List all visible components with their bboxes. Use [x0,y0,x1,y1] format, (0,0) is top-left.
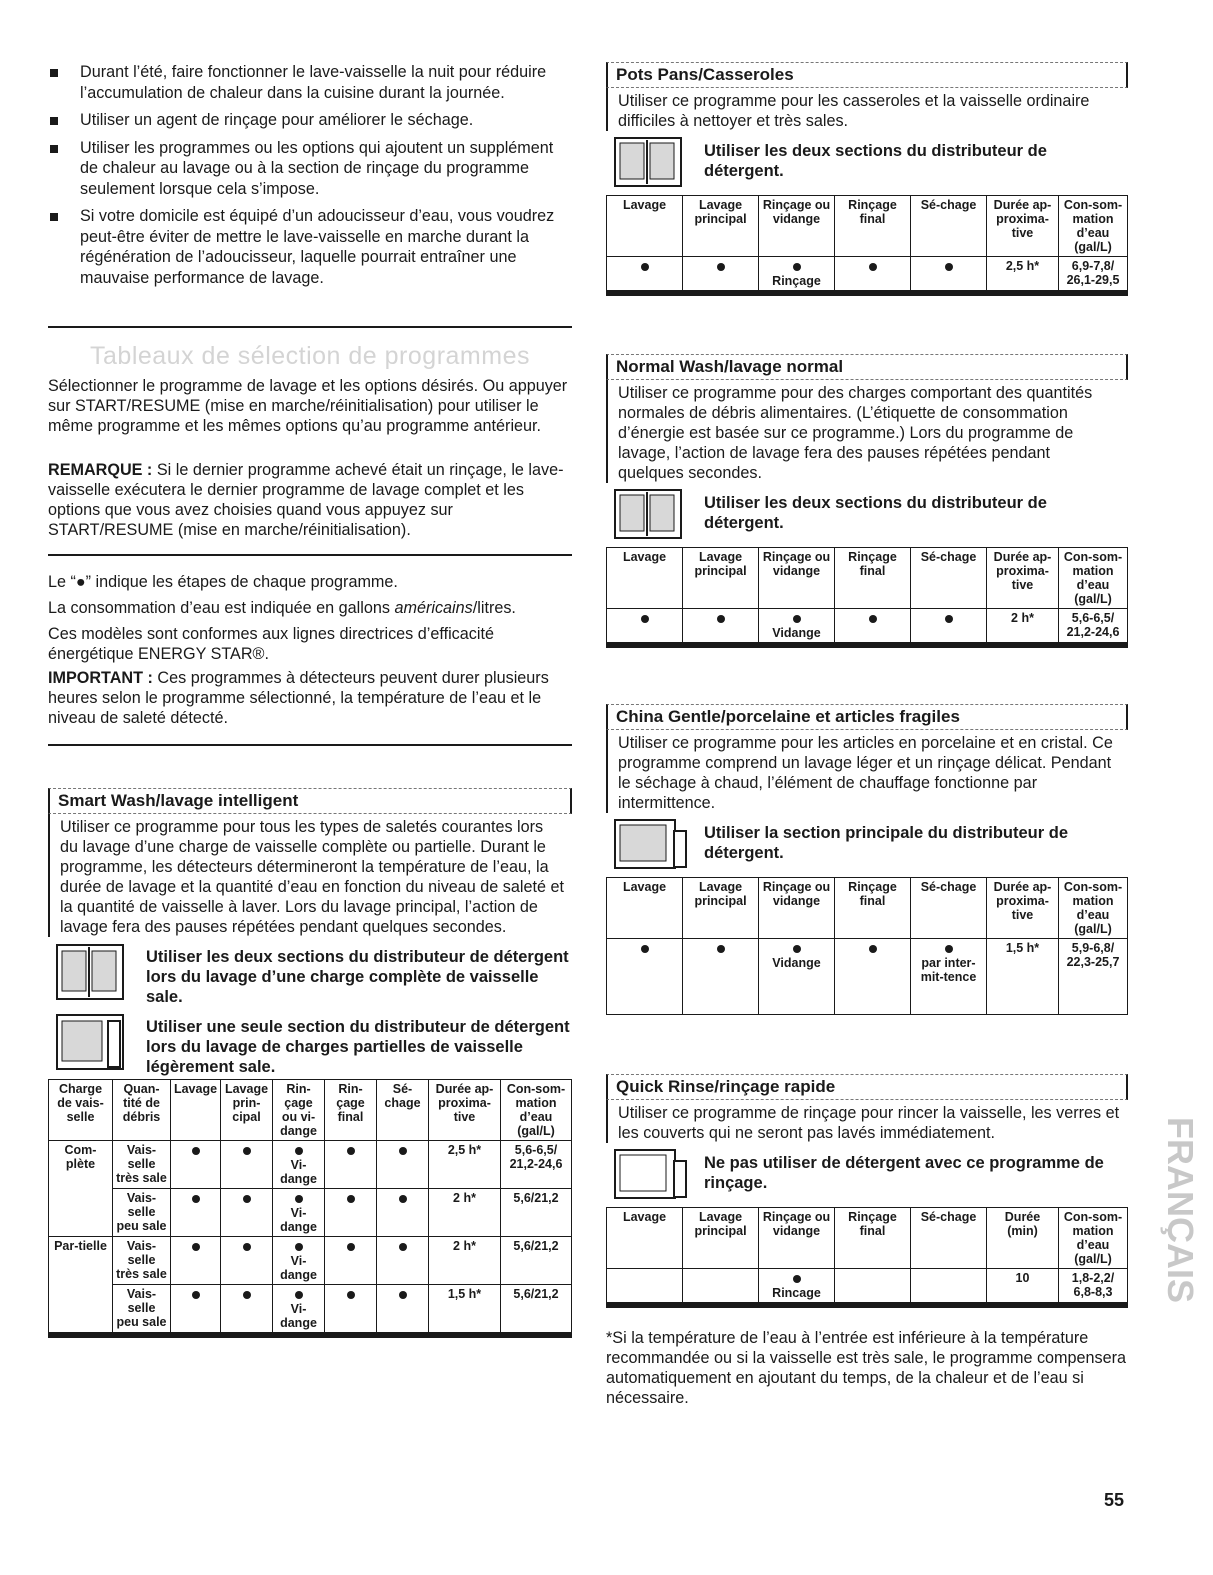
tips-list [48,62,572,295]
drain-label: Vidange [772,956,821,970]
water-note [48,598,572,618]
col-header: Lavage principal [683,878,759,939]
col-header: Lavage [607,878,683,939]
col-header: Con-som-mation d’eau (gal/L) [1059,548,1128,609]
divider [48,744,572,746]
dispenser-row [606,1143,1128,1207]
important-label: IMPORTANT : [48,669,153,687]
step-dot [399,1147,407,1155]
step-dot [945,263,953,271]
pots-pans-title: Pots Pans/Casseroles [616,65,794,84]
table-row [49,1141,572,1189]
time-cell: 2 h* [429,1189,501,1237]
dispenser-both-icon [614,137,682,192]
china-gentle-title: China Gentle/porcelaine et articles fragiles [616,707,960,726]
step-dot [869,945,877,953]
step-dot [793,263,801,271]
step-dot [347,1291,355,1299]
dispenser-row [606,483,1128,547]
col-header: Con-som-mation d’eau (gal/L) [1059,196,1128,257]
china-gentle-table [606,877,1128,1015]
dispenser-instruction: Utiliser la section principale du distributeur de détergent. [704,824,1068,862]
step-dot [717,263,725,271]
dispenser-main-icon [614,819,688,874]
step-dot [347,1195,355,1203]
step-dot [641,615,649,623]
page-number: 55 [1104,1490,1125,1510]
time-cell: 1,5 h* [987,939,1059,1015]
step-dot [243,1291,251,1299]
dispenser-row [606,813,1128,877]
list-item: Utiliser un agent de rinçage pour améliorer le séchage. [48,110,572,131]
water-note-end: /litres. [472,599,516,617]
debris-cell: Vais-selle très sale [113,1237,171,1285]
normal-wash-header [606,354,1128,380]
dispenser-instruction-full: Utiliser les deux sections du distributeur de détergent lors du lavage d’une charge complète de vaisselle sale. [146,948,569,1006]
china-gentle-box [606,704,1128,1015]
quick-rinse-box [606,1074,1128,1308]
time-cell: 2,5 h* [987,257,1059,294]
col-header: Con-som-mation d’eau (gal/L) [1059,878,1128,939]
col-header: Rin-çage final [325,1080,377,1141]
remark-paragraph [48,460,572,540]
debris-cell: Vais-selle très sale [113,1141,171,1189]
normal-wash-title: Normal Wash/lavage normal [616,357,844,376]
col-header: Rinçage ou vidange [759,196,835,257]
debris-cell: Vais-selle peu sale [113,1189,171,1237]
water-cell: 5,6-6,5/ 21,2-24,6 [501,1141,572,1189]
important-text: Ces programmes à détecteurs peuvent durer plusieurs heures selon le programme sélectionné, la température de l’eau et le niveau de saleté détecté. [48,669,549,727]
step-dot [641,945,649,953]
divider [48,326,572,328]
drain-label: Vi-dange [280,1302,317,1330]
col-header: Lavage [607,548,683,609]
important-paragraph [48,668,572,728]
pots-pans-table [606,195,1128,296]
col-header: Sé-chage [911,1208,987,1269]
smart-wash-box [48,788,572,1338]
water-cell: 5,6/21,2 [501,1285,572,1336]
step-dot [192,1195,200,1203]
drain-label: Vidange [772,626,821,640]
smart-wash-header [48,788,572,814]
col-header: Durée ap-proxima-tive [987,196,1059,257]
drain-label: Rinçage [772,274,821,288]
col-header: Rinçage final [835,1208,911,1269]
col-header: Con-som-mation d’eau (gal/L) [501,1080,572,1141]
smart-wash-title: Smart Wash/lavage intelligent [58,791,299,810]
remark-text: Si le dernier programme achevé était un rinçage, le lave-vaisselle exécutera le dernier programme de lavage complet et les options que vous avez choisies quand vous appuyez sur START/RESUME (mise en marche/réinitialisation). [48,461,564,539]
step-dot [347,1147,355,1155]
col-header: Con-som-mation d’eau (gal/L) [1059,1208,1128,1269]
step-dot [243,1147,251,1155]
dry-label: par inter-mit-tence [920,956,977,984]
table-row [49,1285,572,1336]
normal-wash-table [606,547,1128,648]
dispenser-row [48,937,572,1007]
step-dot [399,1195,407,1203]
pots-pans-description: Utiliser ce programme pour les casseroles et la vaisselle ordinaire difficiles à nettoyer et très sales. [606,88,1128,131]
col-header: Lavage principal [683,1208,759,1269]
dispenser-instruction-partial: Utiliser une seule section du distributeur de détergent lors du lavage de charges partielles de vaisselle légèrement sale. [146,1018,570,1076]
water-note-italic: américains [394,599,473,617]
col-header: Lavage [607,1208,683,1269]
water-cell: 6,9-7,8/ 26,1-29,5 [1059,257,1128,294]
col-header: Rinçage ou vidange [759,1208,835,1269]
col-header: Rinçage ou vidange [759,878,835,939]
dot-legend: Le “●” indique les étapes de chaque programme. [48,573,398,591]
side-tab-label: FRANÇAIS [1160,1117,1201,1303]
water-cell: 5,6/21,2 [501,1237,572,1285]
dispenser-row [48,1007,572,1079]
language-side-tab [1148,1080,1201,1340]
step-dot [717,945,725,953]
divider [48,554,572,556]
load-group: Par-tielle [49,1237,113,1336]
china-gentle-description: Utiliser ce programme pour les articles en porcelaine et en cristal. Ce programme comprend un lavage léger et un rinçage délicat. Pendant le séchage à chaud, l’élément de chauffage fonctionne par intermittence. [606,730,1128,813]
step-dot [192,1243,200,1251]
col-header: Durée ap-proxima-tive [987,548,1059,609]
step-dot [192,1147,200,1155]
smart-wash-table [48,1079,572,1338]
table-row [607,1269,1128,1306]
time-cell: 10 [987,1269,1059,1306]
pots-pans-header [606,62,1128,88]
col-header: Sé-chage [911,878,987,939]
dispenser-empty-icon [614,1149,688,1204]
step-dot [869,263,877,271]
col-header: Sé-chage [911,548,987,609]
time-cell: 2 h* [429,1237,501,1285]
quick-rinse-title: Quick Rinse/rinçage rapide [616,1077,836,1096]
debris-cell: Vais-selle peu sale [113,1285,171,1336]
col-header: Durée (min) [987,1208,1059,1269]
list-item: Utiliser les programmes ou les options qui ajoutent un supplément de chaleur au lavage ou à la section de rinçage du programme seulement lorsque cela s’impose. [48,138,572,200]
drain-label: Vi-dange [280,1254,317,1282]
table-row [49,1189,572,1237]
col-header: Lavage [607,196,683,257]
col-header: Durée ap-proxima-tive [987,878,1059,939]
step-dot [295,1195,303,1203]
water-note-text: La consommation d’eau est indiquée en gallons [48,599,395,617]
col-header: Rinçage final [835,878,911,939]
footnote: *Si la température de l’eau à l’entrée est inférieure à la température recommandée ou si la vaisselle est très sale, le programme compensera automatiquement en ajoutant du temps, de la chaleur et de l’eau si nécessaire. [606,1329,1127,1407]
col-header: Rinçage final [835,196,911,257]
normal-wash-description: Utiliser ce programme pour des charges comportant des quantités normales de débris alimentaires. (L’étiquette de consommation d’énergie est basée sur ce programme.) Lors du programme de lavage, l’action de lavage fera des pauses répétées pendant quelques secondes. [606,380,1128,483]
dispenser-both-icon [614,489,682,544]
load-group: Com-plète [49,1141,113,1237]
col-header: Rinçage final [835,548,911,609]
intro-paragraph: Sélectionner le programme de lavage et les options désirés. Ou appuyer sur START/RESUME (mise en marche/réinitialisation) pour utiliser le même programme et les mêmes options qu’au programme antérieur. [48,377,568,435]
normal-wash-box [606,354,1128,648]
col-header: Lavage principal [683,548,759,609]
drain-label: Vi-dange [280,1158,317,1186]
time-cell: 2,5 h* [429,1141,501,1189]
china-gentle-header [606,704,1128,730]
step-dot [192,1291,200,1299]
dispenser-both-icon [56,943,124,1006]
step-dot [869,615,877,623]
step-dot [793,615,801,623]
col-header: Lavage principal [683,196,759,257]
col-header: Rinçage ou vidange [759,548,835,609]
col-header: Sé-chage [911,196,987,257]
quick-rinse-header [606,1074,1128,1100]
step-dot [295,1291,303,1299]
table-row [49,1237,572,1285]
drain-label: Vi-dange [280,1206,317,1234]
step-dot [641,263,649,271]
water-cell: 5,6/21,2 [501,1189,572,1237]
water-cell: 1,8-2,2/ 6,8-8,3 [1059,1269,1128,1306]
drain-label: Rincage [772,1286,821,1300]
step-dot [793,1275,801,1283]
step-dot [295,1243,303,1251]
dispenser-main-icon [56,1013,124,1076]
time-cell: 1,5 h* [429,1285,501,1336]
dispenser-instruction: Utiliser les deux sections du distributeur de détergent. [704,494,1047,532]
step-dot [399,1291,407,1299]
step-dot [793,945,801,953]
col-header: Charge de vais-selle [49,1080,113,1141]
smart-wash-description: Utiliser ce programme pour tous les types de saletés courantes lors du lavage d’une charge de vaisselle complète ou partielle. Durant le programme, les détecteurs détermineront la température de l’eau, la durée de lavage et la quantité d’eau en fonction du niveau de saleté et la quantité de vaisselle à laver. Lors du lavage principal, l’action de lavage fera des pauses répétées pendant quelques secondes. [48,814,572,937]
dispenser-instruction: Utiliser les deux sections du distributeur de détergent. [704,142,1047,180]
col-header: Sé-chage [377,1080,429,1141]
step-dot [945,615,953,623]
step-dot [399,1243,407,1251]
time-cell: 2 h* [987,609,1059,646]
table-row [607,257,1128,294]
col-header: Rin-çage ou vi-dange [273,1080,325,1141]
step-dot [945,945,953,953]
water-cell: 5,6-6,5/ 21,2-24,6 [1059,609,1128,646]
col-header: Durée ap-proxima-tive [429,1080,501,1141]
list-item: Durant l’été, faire fonctionner le lave-vaisselle la nuit pour réduire l’accumulation de chaleur dans la cuisine durant la journée. [48,62,572,103]
energy-note: Ces modèles sont conformes aux lignes directrices d’efficacité énergétique ENERGY STAR®. [48,625,494,663]
table-row [607,939,1128,1015]
remark-label: REMARQUE : [48,461,153,479]
quick-rinse-table [606,1207,1128,1308]
pots-pans-box [606,62,1128,296]
dispenser-row [606,131,1128,195]
col-header: Quan-tité de débris [113,1080,171,1141]
quick-rinse-description: Utiliser ce programme de rinçage pour rincer la vaisselle, les verres et les couverts qui ne seront pas lavés immédiatement. [606,1100,1128,1143]
dispenser-instruction: Ne pas utiliser de détergent avec ce programme de rinçage. [704,1154,1104,1192]
col-header: Lavage prin-cipal [221,1080,273,1141]
list-item: Si votre domicile est équipé d’un adoucisseur d’eau, vous voudrez peut-être éviter de mettre le lave-vaisselle en marche durant la régénération de l’adoucisseur, laquelle pourrait entraîner une mauvaise performance de lavage. [48,206,572,288]
step-dot [717,615,725,623]
section-title: Tableaux de sélection de programmes [90,342,530,370]
col-header: Lavage [171,1080,221,1141]
water-cell: 5,9-6,8/ 22,3-25,7 [1059,939,1128,1015]
step-dot [295,1147,303,1155]
step-dot [243,1195,251,1203]
step-dot [243,1243,251,1251]
step-dot [347,1243,355,1251]
table-row [607,609,1128,646]
